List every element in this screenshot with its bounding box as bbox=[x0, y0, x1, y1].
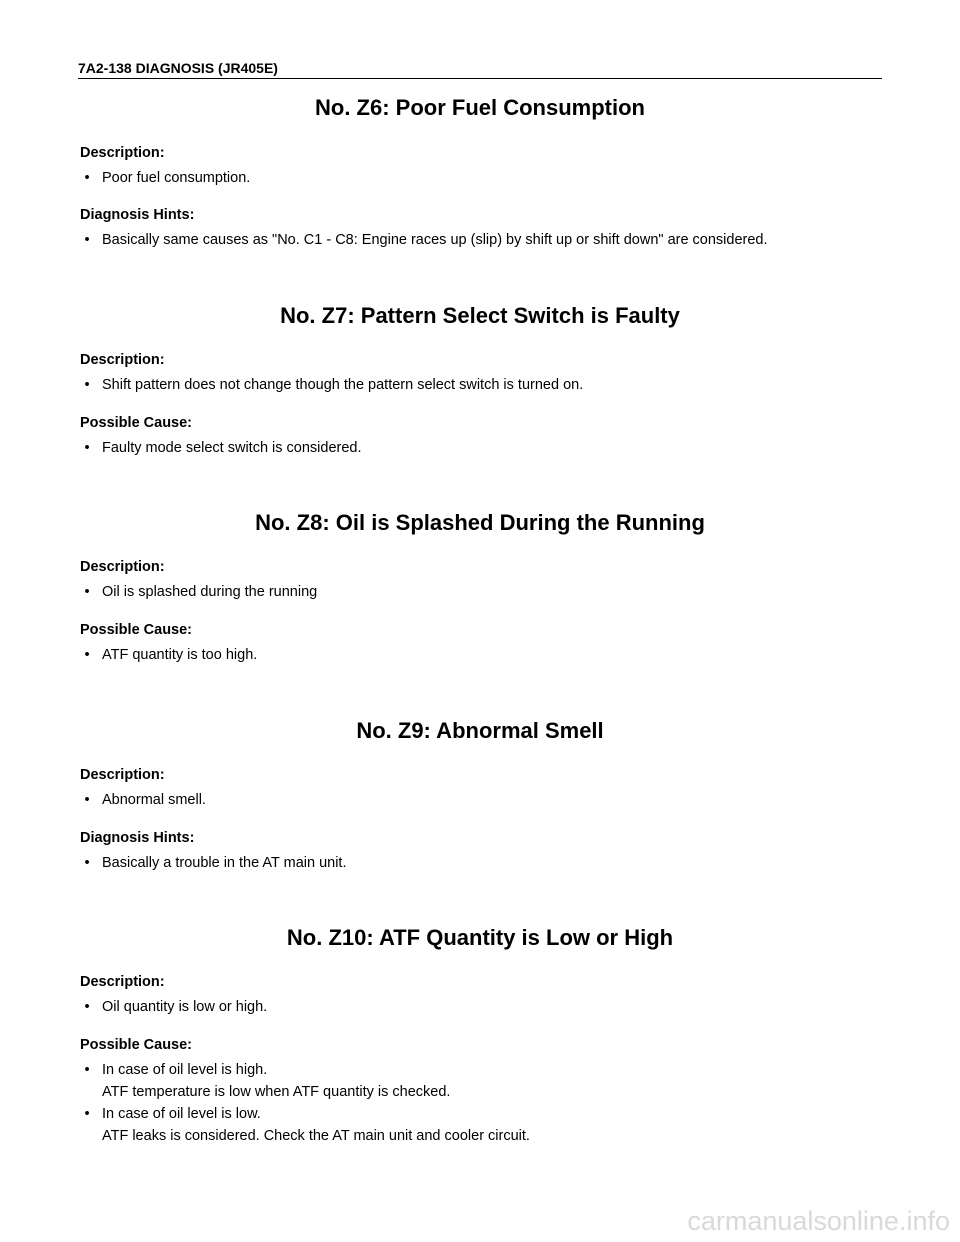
bullet-icon: • bbox=[84, 170, 90, 186]
bullet-icon: • bbox=[84, 792, 90, 808]
diagnosis-hints-heading: Diagnosis Hints: bbox=[80, 830, 195, 846]
section-title: No. Z6: Poor Fuel Consumption bbox=[315, 95, 645, 120]
possible-cause-heading: Possible Cause: bbox=[80, 415, 193, 431]
bullet-icon: • bbox=[84, 647, 90, 663]
description-heading: Description: bbox=[80, 559, 165, 575]
bullet-text: Basically same causes as "No. C1 - C8: Engine races up (slip) by shift up or shift down" are considered. bbox=[102, 232, 768, 248]
bullet-icon: • bbox=[84, 232, 90, 248]
section-z8 bbox=[78, 510, 882, 670]
bullet-icon: • bbox=[84, 999, 90, 1015]
bullet-icon: • bbox=[84, 440, 90, 456]
possible-cause-heading: Possible Cause: bbox=[80, 622, 193, 638]
bullet-icon: • bbox=[84, 584, 90, 600]
description-heading: Description: bbox=[80, 352, 165, 368]
diagnosis-hints-heading: Diagnosis Hints: bbox=[80, 207, 195, 223]
possible-cause-heading: Possible Cause: bbox=[80, 1037, 193, 1053]
section-z6 bbox=[78, 95, 882, 255]
bullet-text: In case of oil level is low. bbox=[102, 1106, 261, 1122]
bullet-text-continuation: ATF leaks is considered. Check the AT main unit and cooler circuit. bbox=[102, 1128, 530, 1144]
bullet-text: Faulty mode select switch is considered. bbox=[102, 440, 362, 456]
section-z7 bbox=[78, 303, 882, 463]
bullet-text: Abnormal smell. bbox=[102, 792, 206, 808]
description-heading: Description: bbox=[80, 974, 165, 990]
bullet-icon: • bbox=[84, 1106, 90, 1122]
section-z10 bbox=[78, 925, 882, 1155]
description-heading: Description: bbox=[80, 767, 165, 783]
bullet-text: Poor fuel consumption. bbox=[102, 170, 251, 186]
page-header bbox=[78, 60, 882, 79]
bullet-text: In case of oil level is high. bbox=[102, 1062, 268, 1078]
bullet-icon: • bbox=[84, 377, 90, 393]
watermark: carmanualsonline.info bbox=[687, 1206, 950, 1236]
section-title: No. Z7: Pattern Select Switch is Faulty bbox=[280, 303, 680, 328]
description-heading: Description: bbox=[80, 145, 165, 161]
page-header-text: 7A2-138 DIAGNOSIS (JR405E) bbox=[78, 60, 278, 76]
bullet-icon: • bbox=[84, 855, 90, 871]
bullet-text-continuation: ATF temperature is low when ATF quantity is checked. bbox=[102, 1084, 451, 1100]
bullet-text: Oil quantity is low or high. bbox=[102, 999, 268, 1015]
section-title: No. Z10: ATF Quantity is Low or High bbox=[286, 925, 674, 950]
bullet-text: ATF quantity is too high. bbox=[102, 647, 258, 663]
bullet-text: Basically a trouble in the AT main unit. bbox=[102, 855, 347, 871]
section-title: No. Z8: Oil is Splashed During the Running bbox=[255, 510, 705, 535]
section-z9 bbox=[78, 718, 882, 878]
section-title: No. Z9: Abnormal Smell bbox=[356, 718, 604, 743]
bullet-icon: • bbox=[84, 1062, 90, 1078]
bullet-text: Shift pattern does not change though the pattern select switch is turned on. bbox=[102, 377, 584, 393]
bullet-text: Oil is splashed during the running bbox=[102, 584, 318, 600]
